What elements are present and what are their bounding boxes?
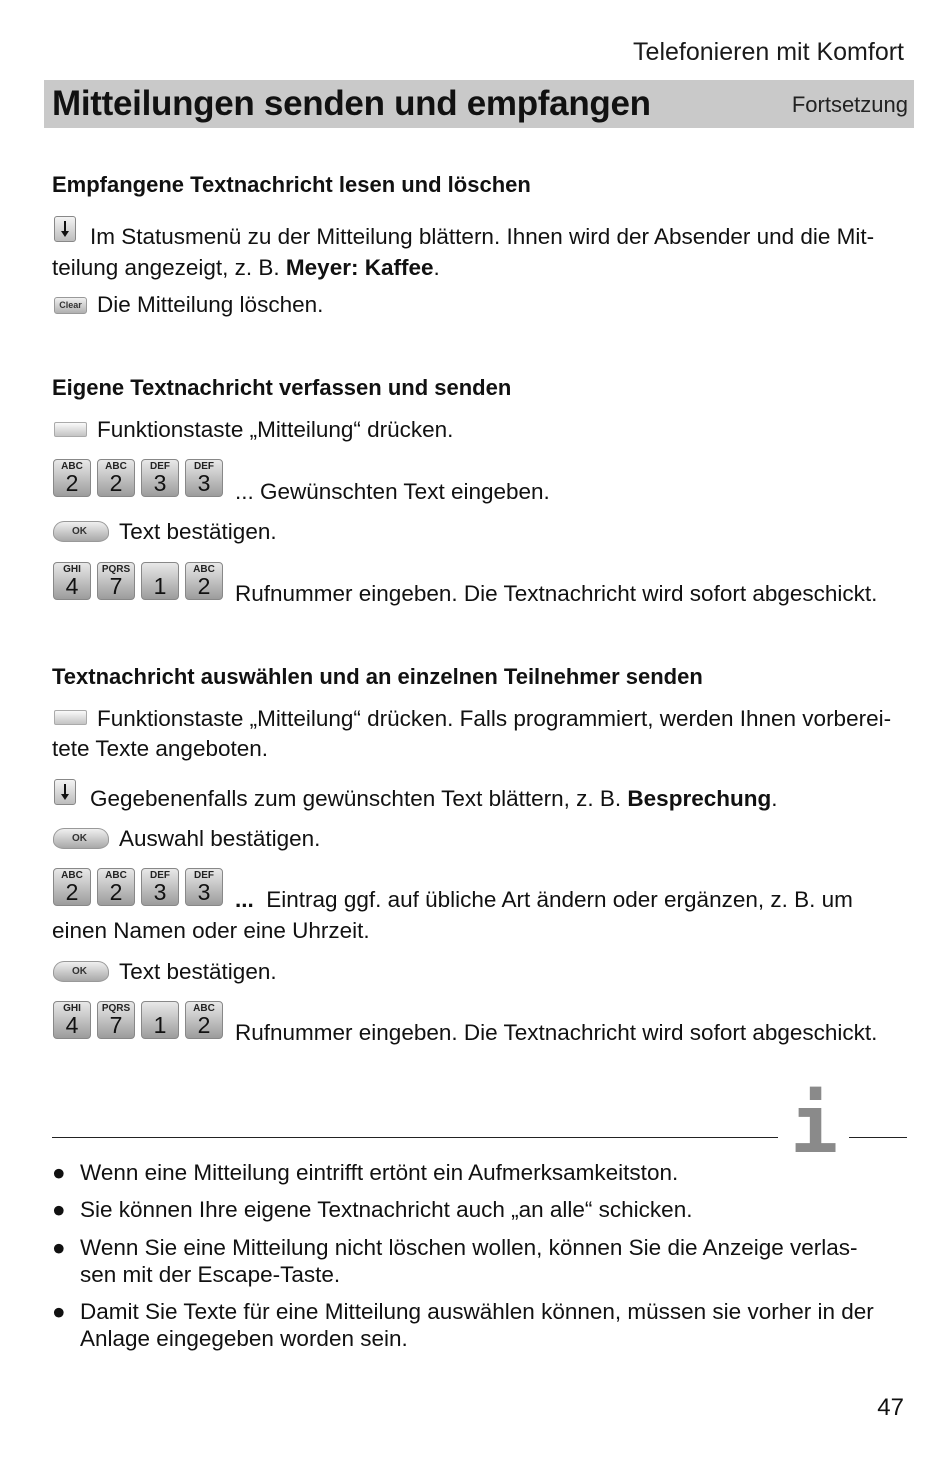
info-bullet-text: Sie können Ihre eigene Textnachricht auch „an alle“ schicken. [80,1197,693,1222]
scroll-down-key-icon [54,779,76,805]
section-heading-compose-send: Eigene Textnachricht verfassen und senden [52,375,512,400]
step-text-continued: teilung angezeigt, z. B. Meyer: Kaffee. [52,255,440,280]
example-message: Meyer: Kaffee [285,255,434,280]
info-divider-right [849,1137,907,1138]
info-bullet-text: Wenn eine Mitteilung eintrifft ertönt ein Aufmerksamkeitston. [80,1160,679,1185]
bullet-icon: ● [52,1235,66,1260]
page-number: 47 [877,1394,904,1421]
step-text: ... Eintrag ggf. auf übliche Art ändern oder ergänzen, z. B. um [235,887,853,912]
keypad-key-2-icon: ABC 2 [185,562,223,600]
continuation-label: Fortsetzung [791,92,908,117]
page-title: Mitteilungen senden und empfangen [52,84,651,123]
keypad-key-3-icon: DEF 3 [141,868,179,906]
keypad-key-3-icon: DEF 3 [185,459,223,497]
bullet-icon: ● [52,1299,66,1324]
bullet-icon: ● [52,1197,66,1222]
step-text: Gegebenenfalls zum gewünschten Text blättern, z. B. Besprechung. [90,786,778,811]
step-text: Die Mitteilung löschen. [97,292,324,317]
section-heading-select-send: Textnachricht auswählen und an einzelnen Teilnehmer senden [52,664,703,689]
keypad-keys-4712 [53,562,223,600]
keypad-key-7-icon: PQRS 7 [97,1001,135,1039]
step-text: Rufnummer eingeben. Die Textnachricht wird sofort abgeschickt. [235,1020,878,1045]
ok-key-icon: OK [53,521,109,542]
function-key-icon [54,422,87,437]
step-text: Funktionstaste „Mitteilung“ drücken. [97,417,454,442]
section-heading-read-delete: Empfangene Textnachricht lesen und löschen [52,172,531,197]
info-bullet-text: Damit Sie Texte für eine Mitteilung auswählen können, müssen sie vorher in der Anlage eingegeben worden sein. [80,1299,874,1351]
info-icon: i [790,1078,839,1171]
clear-key-icon: Clear [54,297,87,314]
keypad-keys-4712 [53,1001,223,1039]
keypad-key-1-icon: 1 [141,1001,179,1039]
example-text: Besprechung [627,786,772,811]
step-text: ... Gewünschten Text eingeben. [235,479,550,504]
keypad-key-2-icon: ABC 2 [53,459,91,497]
keypad-key-7-icon: PQRS 7 [97,562,135,600]
step-text-continued: tete Texte angeboten. [52,736,269,761]
keypad-key-2-icon: ABC 2 [97,868,135,906]
keypad-key-1-icon: 1 [141,562,179,600]
info-bullet-text: Wenn Sie eine Mitteilung nicht löschen wollen, können Sie die Anzeige verlas- sen mit der Escape-Taste. [80,1235,858,1287]
bullet-icon: ● [52,1160,66,1185]
keypad-key-4-icon: GHI 4 [53,562,91,600]
ok-key-icon: OK [53,961,109,982]
keypad-keys-2233 [53,459,223,497]
step-text: Funktionstaste „Mitteilung“ drücken. Falls programmiert, werden Ihnen vorberei- [97,706,892,731]
keypad-key-4-icon: GHI 4 [53,1001,91,1039]
keypad-key-2-icon: ABC 2 [185,1001,223,1039]
info-divider-left [52,1137,778,1138]
step-text: Text bestätigen. [119,519,277,544]
ok-key-icon: OK [53,828,109,849]
step-text: Im Statusmenü zu der Mitteilung blättern. Ihnen wird der Absender und die Mit- [90,224,875,249]
running-header: Telefonieren mit Komfort [633,38,904,66]
keypad-key-3-icon: DEF 3 [141,459,179,497]
step-text-continued: einen Namen oder eine Uhrzeit. [52,918,370,943]
step-text: Auswahl bestätigen. [119,826,321,851]
function-key-icon [54,710,87,725]
step-text: Text bestätigen. [119,959,277,984]
keypad-key-3-icon: DEF 3 [185,868,223,906]
scroll-down-key-icon [54,216,76,242]
step-text: Rufnummer eingeben. Die Textnachricht wird sofort abgeschickt. [235,581,878,606]
keypad-key-2-icon: ABC 2 [97,459,135,497]
keypad-keys-2233 [53,868,223,906]
keypad-key-2-icon: ABC 2 [53,868,91,906]
